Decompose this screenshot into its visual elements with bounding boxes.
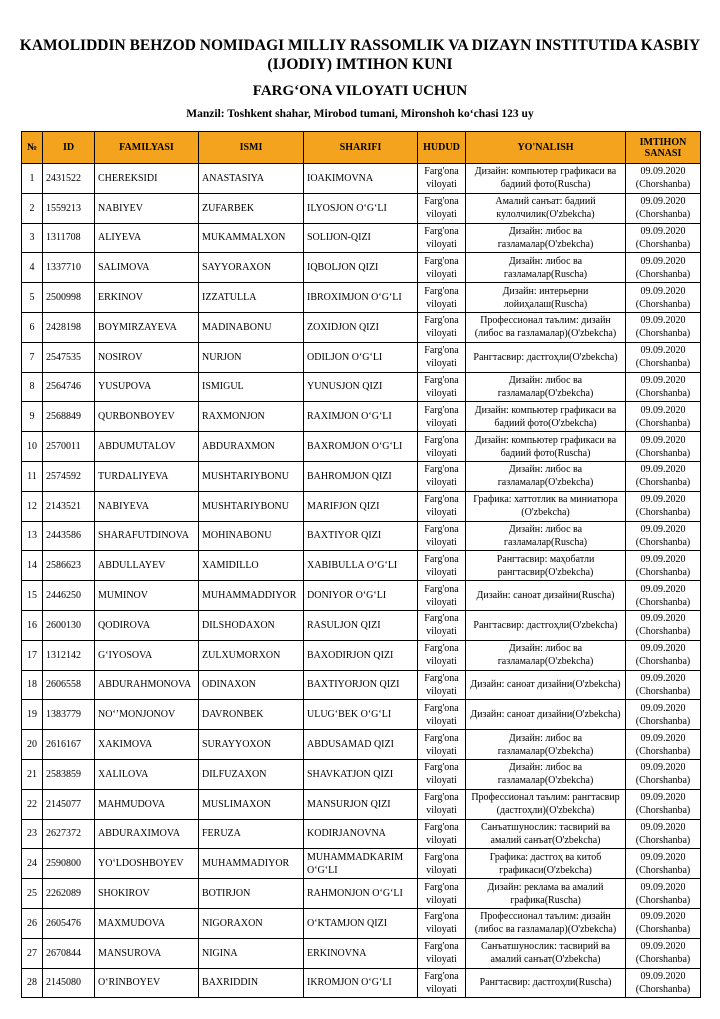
cell-direction: Дизайн: либос ва газламалар(O'zbekcha) xyxy=(466,223,626,253)
cell-surname: SALIMOVA xyxy=(95,253,199,283)
cell-id: 2428198 xyxy=(43,312,95,342)
column-header-region: HUDUD xyxy=(418,132,466,164)
cell-patronymic: ILYOSJON O‘G‘LI xyxy=(304,193,418,223)
cell-exam-date: 09.09.2020 (Chorshanba) xyxy=(626,491,701,521)
cell-direction: Дизайн: либос ва газламалар(O'zbekcha) xyxy=(466,759,626,789)
cell-region: Farg'ona viloyati xyxy=(418,223,466,253)
cell-id: 2570011 xyxy=(43,432,95,462)
cell-id: 2262089 xyxy=(43,879,95,909)
cell-id: 2446250 xyxy=(43,581,95,611)
cell-direction: Рангтасвир: дастгоҳли(O'zbekcha) xyxy=(466,342,626,372)
table-row xyxy=(22,759,701,789)
cell-name: MUSHTARIYBONU xyxy=(199,461,304,491)
cell-region: Farg'ona viloyati xyxy=(418,908,466,938)
cell-surname: YO‘LDOSHBOYEV xyxy=(95,849,199,879)
cell-region: Farg'ona viloyati xyxy=(418,461,466,491)
cell-region: Farg'ona viloyati xyxy=(418,372,466,402)
cell-name: DILSHODAXON xyxy=(199,610,304,640)
cell-number: 17 xyxy=(22,640,43,670)
table-row xyxy=(22,223,701,253)
cell-surname: ERKINOV xyxy=(95,283,199,313)
table-row xyxy=(22,610,701,640)
cell-surname: MUMINOV xyxy=(95,581,199,611)
cell-patronymic: MARIFJON QIZI xyxy=(304,491,418,521)
cell-name: MADINABONU xyxy=(199,312,304,342)
column-header-exam-date: IMTIHON SANASI xyxy=(626,132,701,164)
cell-number: 19 xyxy=(22,700,43,730)
cell-number: 24 xyxy=(22,849,43,879)
cell-direction: Дизайн: компьютер графикаси ва бадиий фото(O'zbekcha) xyxy=(466,402,626,432)
table-row xyxy=(22,879,701,909)
cell-surname: BOYMIRZAYEVA xyxy=(95,312,199,342)
cell-patronymic: ULUG‘BEK O‘G‘LI xyxy=(304,700,418,730)
cell-number: 14 xyxy=(22,551,43,581)
cell-region: Farg'ona viloyati xyxy=(418,253,466,283)
cell-region: Farg'ona viloyati xyxy=(418,700,466,730)
cell-surname: XAKIMOVA xyxy=(95,730,199,760)
cell-patronymic: XABIBULLA O‘G‘LI xyxy=(304,551,418,581)
table-row xyxy=(22,283,701,313)
cell-id: 2145080 xyxy=(43,968,95,998)
cell-surname: O‘RINBOYEV xyxy=(95,968,199,998)
cell-surname: YUSUPOVA xyxy=(95,372,199,402)
cell-direction: Дизайн: либос ва газламалар(O'zbekcha) xyxy=(466,372,626,402)
cell-patronymic: IQBOLJON QIZI xyxy=(304,253,418,283)
table-body xyxy=(22,164,701,998)
cell-patronymic: DONIYOR O‘G‘LI xyxy=(304,581,418,611)
cell-exam-date: 09.09.2020 (Chorshanba) xyxy=(626,849,701,879)
cell-name: SAYYORAXON xyxy=(199,253,304,283)
cell-region: Farg'ona viloyati xyxy=(418,730,466,760)
table-row xyxy=(22,908,701,938)
cell-exam-date: 09.09.2020 (Chorshanba) xyxy=(626,253,701,283)
cell-number: 9 xyxy=(22,402,43,432)
table-row xyxy=(22,491,701,521)
cell-exam-date: 09.09.2020 (Chorshanba) xyxy=(626,968,701,998)
cell-direction: Дизайн: либос ва газламалар(Ruscha) xyxy=(466,253,626,283)
cell-region: Farg'ona viloyati xyxy=(418,610,466,640)
cell-name: NURJON xyxy=(199,342,304,372)
cell-surname: MAXMUDOVA xyxy=(95,908,199,938)
cell-number: 6 xyxy=(22,312,43,342)
cell-surname: QODIROVA xyxy=(95,610,199,640)
table-row xyxy=(22,372,701,402)
cell-number: 2 xyxy=(22,193,43,223)
cell-number: 8 xyxy=(22,372,43,402)
cell-name: ABDURAXMON xyxy=(199,432,304,462)
cell-exam-date: 09.09.2020 (Chorshanba) xyxy=(626,372,701,402)
cell-surname: SHOKIROV xyxy=(95,879,199,909)
cell-surname: ABDULLAYEV xyxy=(95,551,199,581)
cell-id: 2431522 xyxy=(43,164,95,194)
cell-exam-date: 09.09.2020 (Chorshanba) xyxy=(626,402,701,432)
cell-region: Farg'ona viloyati xyxy=(418,581,466,611)
cell-exam-date: 09.09.2020 (Chorshanba) xyxy=(626,670,701,700)
cell-patronymic: BAXTIYOR QIZI xyxy=(304,521,418,551)
cell-region: Farg'ona viloyati xyxy=(418,819,466,849)
cell-patronymic: RAXIMJON O‘G‘LI xyxy=(304,402,418,432)
cell-direction: Дизайн: интерьерни лойиҳалаш(Ruscha) xyxy=(466,283,626,313)
cell-region: Farg'ona viloyati xyxy=(418,968,466,998)
cell-patronymic: IOAKIMOVNA xyxy=(304,164,418,194)
cell-number: 20 xyxy=(22,730,43,760)
cell-id: 2583859 xyxy=(43,759,95,789)
cell-id: 2600130 xyxy=(43,610,95,640)
cell-surname: NOSIROV xyxy=(95,342,199,372)
cell-region: Farg'ona viloyati xyxy=(418,283,466,313)
cell-patronymic: MUHAMMADKARIM O‘G‘LI xyxy=(304,849,418,879)
table-row xyxy=(22,670,701,700)
cell-exam-date: 09.09.2020 (Chorshanba) xyxy=(626,193,701,223)
table-row xyxy=(22,342,701,372)
cell-surname: SHARAFUTDINOVA xyxy=(95,521,199,551)
column-header-number: № xyxy=(22,132,43,164)
cell-number: 15 xyxy=(22,581,43,611)
cell-id: 2606558 xyxy=(43,670,95,700)
cell-id: 2627372 xyxy=(43,819,95,849)
cell-name: BAXRIDDIN xyxy=(199,968,304,998)
cell-surname: QURBONBOYEV xyxy=(95,402,199,432)
cell-exam-date: 09.09.2020 (Chorshanba) xyxy=(626,223,701,253)
cell-name: RAXMONJON xyxy=(199,402,304,432)
cell-name: MUSLIMAXON xyxy=(199,789,304,819)
cell-exam-date: 09.09.2020 (Chorshanba) xyxy=(626,521,701,551)
table-row xyxy=(22,968,701,998)
cell-patronymic: BAXODIRJON QIZI xyxy=(304,640,418,670)
cell-exam-date: 09.09.2020 (Chorshanba) xyxy=(626,432,701,462)
cell-name: MUHAMMADIYOR xyxy=(199,849,304,879)
cell-name: MUHAMMADDIYOR xyxy=(199,581,304,611)
table-row xyxy=(22,640,701,670)
cell-name: MUSHTARIYBONU xyxy=(199,491,304,521)
cell-surname: NABIYEV xyxy=(95,193,199,223)
cell-direction: Графика: хаттотлик ва миниатюра (O'zbekcha) xyxy=(466,491,626,521)
cell-direction: Дизайн: реклама ва амалий графика(Ruscha) xyxy=(466,879,626,909)
table-row xyxy=(22,193,701,223)
table-row xyxy=(22,164,701,194)
cell-direction: Дизайн: саноат дизайни(O'zbekcha) xyxy=(466,700,626,730)
cell-name: FERUZA xyxy=(199,819,304,849)
cell-id: 2616167 xyxy=(43,730,95,760)
cell-name: SURAYYOXON xyxy=(199,730,304,760)
cell-name: IZZATULLA xyxy=(199,283,304,313)
cell-exam-date: 09.09.2020 (Chorshanba) xyxy=(626,610,701,640)
cell-patronymic: RAHMONJON O‘G‘LI xyxy=(304,879,418,909)
cell-name: XAMIDILLO xyxy=(199,551,304,581)
cell-id: 2586623 xyxy=(43,551,95,581)
cell-exam-date: 09.09.2020 (Chorshanba) xyxy=(626,819,701,849)
table-row xyxy=(22,461,701,491)
cell-direction: Амалий санъат: бадиий кулолчилик(O'zbekcha) xyxy=(466,193,626,223)
cell-number: 4 xyxy=(22,253,43,283)
cell-number: 7 xyxy=(22,342,43,372)
cell-exam-date: 09.09.2020 (Chorshanba) xyxy=(626,581,701,611)
table-row xyxy=(22,730,701,760)
cell-number: 1 xyxy=(22,164,43,194)
cell-surname: ABDUMUTALOV xyxy=(95,432,199,462)
cell-patronymic: BAXROMJON O‘G‘LI xyxy=(304,432,418,462)
cell-number: 25 xyxy=(22,879,43,909)
cell-patronymic: BAXTIYORJON QIZI xyxy=(304,670,418,700)
cell-surname: NABIYEVA xyxy=(95,491,199,521)
cell-name: ZULXUMORXON xyxy=(199,640,304,670)
cell-id: 2670844 xyxy=(43,938,95,968)
cell-id: 1311708 xyxy=(43,223,95,253)
cell-patronymic: SOLIJON-QIZI xyxy=(304,223,418,253)
cell-id: 1312142 xyxy=(43,640,95,670)
cell-surname: MANSUROVA xyxy=(95,938,199,968)
cell-number: 12 xyxy=(22,491,43,521)
cell-direction: Дизайн: саноат дизайни(O'zbekcha) xyxy=(466,670,626,700)
cell-name: ODINAXON xyxy=(199,670,304,700)
cell-patronymic: ODILJON O‘G‘LI xyxy=(304,342,418,372)
cell-exam-date: 09.09.2020 (Chorshanba) xyxy=(626,283,701,313)
document-title-line2: (IJODIY) IMTIHON KUNI xyxy=(267,56,453,73)
cell-region: Farg'ona viloyati xyxy=(418,312,466,342)
table-row xyxy=(22,521,701,551)
cell-id: 2564746 xyxy=(43,372,95,402)
cell-patronymic: IBROXIMJON O‘G‘LI xyxy=(304,283,418,313)
cell-direction: Профессионал таълим: рангтасвир (дастгоҳли)(O'zbekcha) xyxy=(466,789,626,819)
cell-direction: Дизайн: компьютер графикаси ва бадиий фото(Ruscha) xyxy=(466,432,626,462)
cell-exam-date: 09.09.2020 (Chorshanba) xyxy=(626,730,701,760)
column-header-name: ISMI xyxy=(199,132,304,164)
cell-id: 2500998 xyxy=(43,283,95,313)
cell-name: MUKAMMALXON xyxy=(199,223,304,253)
cell-direction: Дизайн: либос ва газламалар(Ruscha) xyxy=(466,521,626,551)
cell-name: BOTIRJON xyxy=(199,879,304,909)
document-title-line1: KAMOLIDDIN BEHZOD NOMIDAGI MILLIY RASSOMLIK VA DIZAYN INSTITUTIDA KASBIY xyxy=(19,37,701,54)
cell-patronymic: SHAVKATJON QIZI xyxy=(304,759,418,789)
cell-surname: G‘IYOSOVA xyxy=(95,640,199,670)
column-header-patronymic: SHARIFI xyxy=(304,132,418,164)
cell-id: 2547535 xyxy=(43,342,95,372)
table-header-row xyxy=(22,132,701,164)
cell-name: ISMIGUL xyxy=(199,372,304,402)
table-row xyxy=(22,581,701,611)
cell-exam-date: 09.09.2020 (Chorshanba) xyxy=(626,938,701,968)
column-header-direction: YO'NALISH xyxy=(466,132,626,164)
cell-patronymic: ABDUSAMAD QIZI xyxy=(304,730,418,760)
cell-exam-date: 09.09.2020 (Chorshanba) xyxy=(626,759,701,789)
cell-region: Farg'ona viloyati xyxy=(418,491,466,521)
cell-exam-date: 09.09.2020 (Chorshanba) xyxy=(626,461,701,491)
cell-region: Farg'ona viloyati xyxy=(418,342,466,372)
cell-id: 2590800 xyxy=(43,849,95,879)
cell-region: Farg'ona viloyati xyxy=(418,759,466,789)
cell-region: Farg'ona viloyati xyxy=(418,432,466,462)
cell-number: 5 xyxy=(22,283,43,313)
cell-id: 2605476 xyxy=(43,908,95,938)
cell-patronymic: ERKINOVNA xyxy=(304,938,418,968)
cell-region: Farg'ona viloyati xyxy=(418,879,466,909)
cell-direction: Графика: дастгоҳ ва китоб графикаси(O'zbekcha) xyxy=(466,849,626,879)
table-row xyxy=(22,789,701,819)
cell-name: ANASTASIYA xyxy=(199,164,304,194)
cell-surname: MAHMUDOVA xyxy=(95,789,199,819)
table-row xyxy=(22,432,701,462)
table-row xyxy=(22,551,701,581)
cell-direction: Санъатшунослик: тасвирий ва амалий санъат(O'zbekcha) xyxy=(466,819,626,849)
cell-direction: Дизайн: либос ва газламалар(O'zbekcha) xyxy=(466,461,626,491)
cell-name: NIGINA xyxy=(199,938,304,968)
cell-exam-date: 09.09.2020 (Chorshanba) xyxy=(626,789,701,819)
cell-direction: Рангтасвир: дастгоҳли(O'zbekcha) xyxy=(466,610,626,640)
cell-patronymic: BAHROMJON QIZI xyxy=(304,461,418,491)
cell-exam-date: 09.09.2020 (Chorshanba) xyxy=(626,551,701,581)
cell-patronymic: MANSURJON QIZI xyxy=(304,789,418,819)
cell-direction: Рангтасвир: маҳобатли рангтасвир(O'zbekcha) xyxy=(466,551,626,581)
cell-patronymic: YUNUSJON QIZI xyxy=(304,372,418,402)
cell-direction: Дизайн: либос ва газламалар(O'zbekcha) xyxy=(466,640,626,670)
cell-region: Farg'ona viloyati xyxy=(418,164,466,194)
cell-id: 1383779 xyxy=(43,700,95,730)
cell-surname: TURDALIYEVA xyxy=(95,461,199,491)
cell-number: 3 xyxy=(22,223,43,253)
cell-direction: Дизайн: компьютер графикаси ва бадиий фото(Ruscha) xyxy=(466,164,626,194)
cell-exam-date: 09.09.2020 (Chorshanba) xyxy=(626,164,701,194)
cell-surname: ALIYEVA xyxy=(95,223,199,253)
cell-surname: ABDURAXIMOVA xyxy=(95,819,199,849)
cell-number: 10 xyxy=(22,432,43,462)
cell-name: ZUFARBEK xyxy=(199,193,304,223)
cell-number: 13 xyxy=(22,521,43,551)
cell-direction: Дизайн: либос ва газламалар(O'zbekcha) xyxy=(466,730,626,760)
cell-patronymic: RASULJON QIZI xyxy=(304,610,418,640)
cell-region: Farg'ona viloyati xyxy=(418,640,466,670)
table-row xyxy=(22,700,701,730)
cell-name: NIGORAXON xyxy=(199,908,304,938)
cell-exam-date: 09.09.2020 (Chorshanba) xyxy=(626,342,701,372)
cell-number: 16 xyxy=(22,610,43,640)
cell-region: Farg'ona viloyati xyxy=(418,521,466,551)
cell-exam-date: 09.09.2020 (Chorshanba) xyxy=(626,640,701,670)
cell-surname: NO‘’MONJONOV xyxy=(95,700,199,730)
cell-name: MOHINABONU xyxy=(199,521,304,551)
table-row xyxy=(22,819,701,849)
cell-number: 28 xyxy=(22,968,43,998)
cell-exam-date: 09.09.2020 (Chorshanba) xyxy=(626,312,701,342)
cell-region: Farg'ona viloyati xyxy=(418,938,466,968)
cell-id: 2443586 xyxy=(43,521,95,551)
cell-id: 2145077 xyxy=(43,789,95,819)
cell-region: Farg'ona viloyati xyxy=(418,551,466,581)
cell-patronymic: KODIRJANOVNA xyxy=(304,819,418,849)
cell-name: DILFUZAXON xyxy=(199,759,304,789)
cell-name: DAVRONBEK xyxy=(199,700,304,730)
cell-region: Farg'ona viloyati xyxy=(418,789,466,819)
cell-id: 2143521 xyxy=(43,491,95,521)
cell-number: 11 xyxy=(22,461,43,491)
table-row xyxy=(22,938,701,968)
cell-number: 23 xyxy=(22,819,43,849)
cell-number: 18 xyxy=(22,670,43,700)
cell-exam-date: 09.09.2020 (Chorshanba) xyxy=(626,700,701,730)
cell-surname: ABDURAHMONOVA xyxy=(95,670,199,700)
cell-direction: Профессионал таълим: дизайн (либос ва газламалар)(O'zbekcha) xyxy=(466,908,626,938)
cell-id: 2574592 xyxy=(43,461,95,491)
cell-surname: CHEREKSIDI xyxy=(95,164,199,194)
cell-direction: Дизайн: саноат дизайни(Ruscha) xyxy=(466,581,626,611)
address-line: Manzil: Toshkent shahar, Mirobod tumani, Mironshoh ko‘chasi 123 uy xyxy=(186,108,534,120)
table-row xyxy=(22,849,701,879)
cell-id: 2568849 xyxy=(43,402,95,432)
cell-direction: Рангтасвир: дастгоҳли(Ruscha) xyxy=(466,968,626,998)
cell-region: Farg'ona viloyati xyxy=(418,670,466,700)
cell-id: 1559213 xyxy=(43,193,95,223)
table-row xyxy=(22,253,701,283)
table-row xyxy=(22,312,701,342)
cell-id: 1337710 xyxy=(43,253,95,283)
cell-region: Farg'ona viloyati xyxy=(418,193,466,223)
cell-patronymic: IKROMJON O‘G‘LI xyxy=(304,968,418,998)
cell-surname: XALILOVA xyxy=(95,759,199,789)
cell-number: 22 xyxy=(22,789,43,819)
cell-region: Farg'ona viloyati xyxy=(418,402,466,432)
cell-number: 21 xyxy=(22,759,43,789)
table-row xyxy=(22,402,701,432)
cell-direction: Санъатшунослик: тасвирий ва амалий санъат(O'zbekcha) xyxy=(466,938,626,968)
region-title: FARG‘ONA VILOYATI UCHUN xyxy=(252,83,468,99)
cell-patronymic: ZOXIDJON QIZI xyxy=(304,312,418,342)
cell-patronymic: O‘KTAMJON QIZI xyxy=(304,908,418,938)
exam-schedule-table xyxy=(21,131,701,998)
cell-exam-date: 09.09.2020 (Chorshanba) xyxy=(626,879,701,909)
cell-exam-date: 09.09.2020 (Chorshanba) xyxy=(626,908,701,938)
cell-region: Farg'ona viloyati xyxy=(418,849,466,879)
cell-number: 27 xyxy=(22,938,43,968)
cell-direction: Профессионал таълим: дизайн (либос ва газламалар)(O'zbekcha) xyxy=(466,312,626,342)
cell-number: 26 xyxy=(22,908,43,938)
column-header-id: ID xyxy=(43,132,95,164)
column-header-surname: FAMILYASI xyxy=(95,132,199,164)
